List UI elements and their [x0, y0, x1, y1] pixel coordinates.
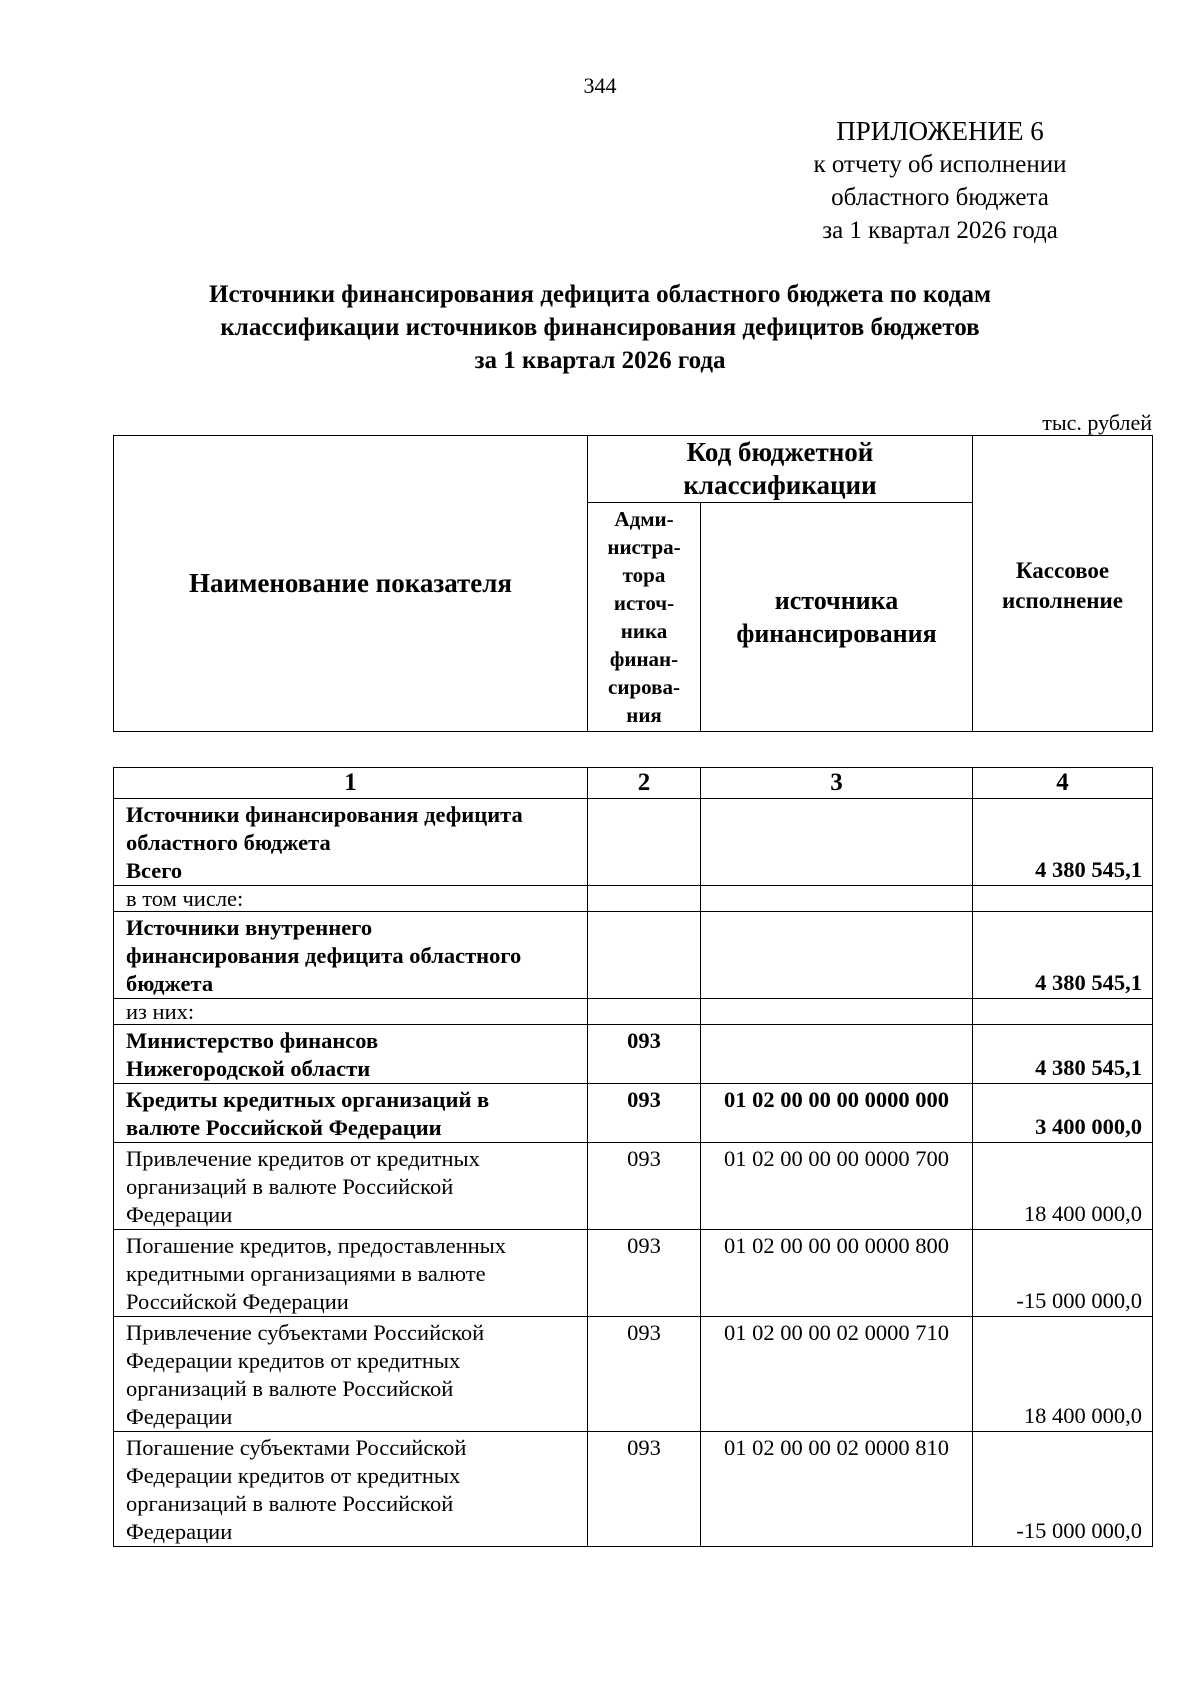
header-admin-line: источ- [613, 591, 675, 615]
header-admin-line: финан- [609, 647, 679, 671]
row-name-line: Нижегородской области [126, 1056, 371, 1081]
header-source-line: источника [774, 586, 899, 615]
table-row [114, 1084, 1153, 1143]
header-admin [588, 503, 701, 732]
appendix-line: за 1 квартал 2026 года [822, 217, 1058, 244]
row-amount: -15 000 000,0 [973, 1432, 1153, 1547]
row-admin-code: 093 [588, 1143, 701, 1230]
row-name-line: Привлечение субъектами Российской [126, 1320, 485, 1345]
row-admin-code [588, 799, 701, 886]
row-name-line: финансирования дефицита областного [126, 943, 522, 968]
row-admin-code: 093 [588, 1317, 701, 1432]
units-label: тыс. рублей [1042, 410, 1152, 435]
row-amount: 18 400 000,0 [973, 1317, 1153, 1432]
row-name [114, 799, 588, 886]
row-amount: 4 380 545,1 [973, 1025, 1153, 1084]
row-name-line: Федерации [126, 1519, 233, 1544]
row-source-code: 01 02 00 00 00 0000 800 [701, 1230, 973, 1317]
row-name [114, 1084, 588, 1143]
appendix-title: ПРИЛОЖЕНИЕ 6 [836, 116, 1044, 146]
header-admin-line: ния [626, 703, 662, 727]
row-name [114, 1025, 588, 1084]
header-code-line: Код бюджетной [686, 437, 874, 467]
row-name-line: областного бюджета [126, 830, 331, 855]
title-line: за 1 квартал 2026 года [474, 347, 726, 374]
column-number: 2 [588, 768, 701, 799]
row-amount: -15 000 000,0 [973, 1230, 1153, 1317]
table-row [114, 1230, 1153, 1317]
header-admin-line: нистра- [607, 535, 681, 559]
column-number-row [114, 768, 1153, 799]
row-name [114, 1432, 588, 1547]
document-title [100, 278, 1100, 377]
row-admin-code: 093 [588, 1432, 701, 1547]
row-name [114, 886, 588, 912]
header-code [588, 436, 973, 503]
row-amount: 4 380 545,1 [973, 799, 1153, 886]
table-row [114, 1025, 1153, 1084]
row-amount [973, 886, 1153, 912]
row-name-line: Кредиты кредитных организаций в [126, 1087, 490, 1112]
row-name [114, 999, 588, 1025]
appendix-line: областного бюджета [831, 184, 1049, 211]
row-source-code: 01 02 00 00 02 0000 710 [701, 1317, 973, 1432]
row-name-line: в том числе: [126, 886, 244, 911]
appendix-block [790, 115, 1090, 247]
appendix-line: к отчету об исполнении [813, 151, 1067, 178]
table-row [114, 1143, 1153, 1230]
row-amount: 4 380 545,1 [973, 912, 1153, 999]
table-row [114, 886, 1153, 912]
row-name-line: организаций в валюте Российской [126, 1174, 454, 1199]
row-name-line: бюджета [126, 971, 214, 996]
row-source-code [701, 799, 973, 886]
row-name-line: из них: [126, 999, 195, 1024]
header-admin-line: ника [620, 619, 668, 643]
header-cash [973, 436, 1153, 732]
row-admin-code [588, 912, 701, 999]
row-name-line: Погашение субъектами Российской [126, 1435, 467, 1460]
row-admin-code [588, 886, 701, 912]
row-name-line: валюте Российской Федерации [126, 1115, 442, 1140]
table-row [114, 912, 1153, 999]
row-amount: 18 400 000,0 [973, 1143, 1153, 1230]
row-name-line: Федерации [126, 1404, 233, 1429]
row-source-code: 01 02 00 00 00 0000 700 [701, 1143, 973, 1230]
header-source-line: финансирования [736, 619, 937, 648]
row-source-code [701, 999, 973, 1025]
column-number: 1 [114, 768, 588, 799]
row-source-code: 01 02 00 00 00 0000 000 [701, 1084, 973, 1143]
row-name-line: Российской Федерации [126, 1289, 349, 1314]
row-name [114, 1317, 588, 1432]
row-name-line: Привлечение кредитов от кредитных [126, 1146, 480, 1171]
header-code-line: классификации [683, 470, 877, 500]
row-name [114, 912, 588, 999]
title-line: классификации источников финансирования дефицитов бюджетов [220, 314, 980, 341]
header-cash-line: исполнение [1002, 588, 1124, 613]
row-name-line: Всего [126, 858, 183, 883]
row-amount: 3 400 000,0 [973, 1084, 1153, 1143]
row-source-code [701, 1025, 973, 1084]
row-name-line: Федерации [126, 1202, 233, 1227]
row-name-line: Источники финансирования дефицита [126, 802, 523, 827]
row-amount [973, 999, 1153, 1025]
row-name-line: Федерации кредитов от кредитных [126, 1348, 461, 1373]
row-admin-code [588, 999, 701, 1025]
row-name [114, 1143, 588, 1230]
row-source-code: 01 02 00 00 02 0000 810 [701, 1432, 973, 1547]
row-name [114, 1230, 588, 1317]
header-cash-line: Кассовое [1015, 558, 1110, 583]
table-row [114, 799, 1153, 886]
header-name: Наименование показателя [114, 436, 588, 732]
title-line: Источники финансирования дефицита областного бюджета по кодам [209, 281, 991, 308]
row-name-line: Министерство финансов [126, 1028, 379, 1053]
row-name-line: организаций в валюте Российской [126, 1491, 454, 1516]
row-source-code [701, 912, 973, 999]
column-number: 3 [701, 768, 973, 799]
header-admin-line: Адми- [614, 507, 674, 531]
header-admin-line: тора [622, 563, 666, 587]
row-name-line: кредитными организациями в валюте [126, 1261, 486, 1286]
column-number: 4 [973, 768, 1153, 799]
header-admin-line: сирова- [608, 675, 680, 699]
table-row [114, 999, 1153, 1025]
header-table [113, 435, 1153, 732]
table-row [114, 1432, 1153, 1547]
row-name-line: Погашение кредитов, предоставленных [126, 1233, 507, 1258]
header-source [701, 503, 973, 732]
row-admin-code: 093 [588, 1025, 701, 1084]
row-admin-code: 093 [588, 1230, 701, 1317]
table-row [114, 1317, 1153, 1432]
row-source-code [701, 886, 973, 912]
row-name-line: организаций в валюте Российской [126, 1376, 454, 1401]
data-table [113, 767, 1153, 1547]
page-number: 344 [583, 73, 617, 98]
row-name-line: Федерации кредитов от кредитных [126, 1463, 461, 1488]
row-name-line: Источники внутреннего [126, 915, 373, 940]
row-admin-code: 093 [588, 1084, 701, 1143]
